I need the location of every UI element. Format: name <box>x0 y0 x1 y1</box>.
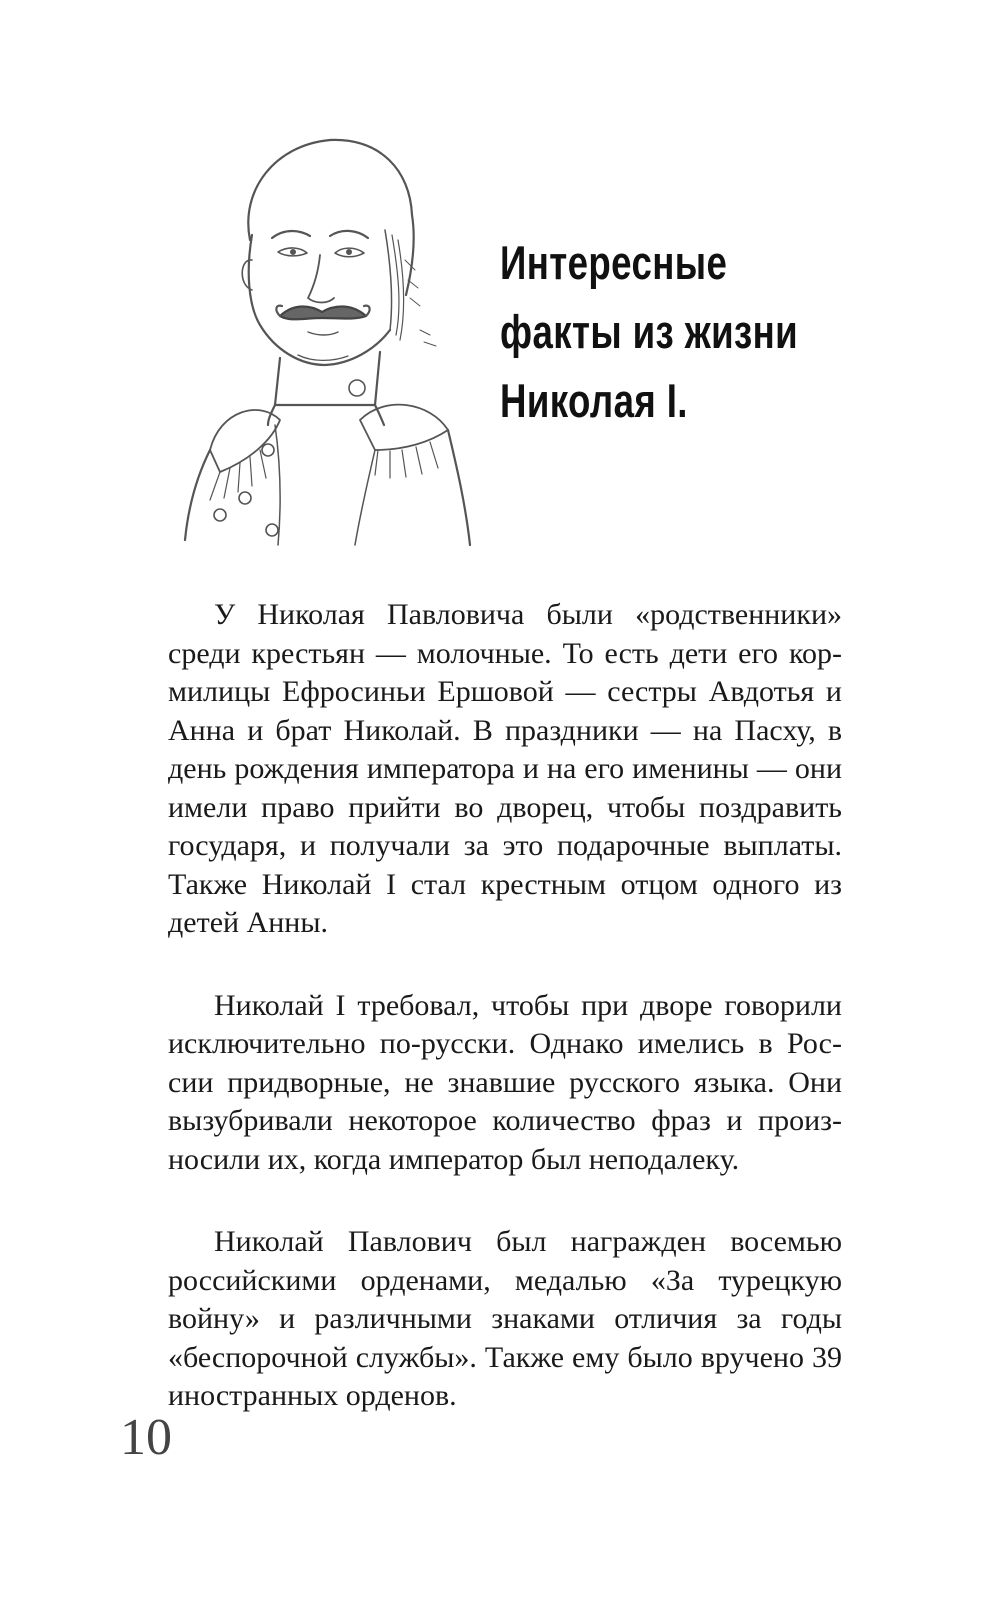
article-heading <box>500 228 843 435</box>
heading-line-3: Николая I. <box>500 374 688 427</box>
heading-line-2: факты из жизни <box>500 305 799 358</box>
paragraph-russian-language: Николай I требовал, чтобы при дворе говорили исключительно по-русски. Однако имелись в России придворные, не знавшие русского языка. Они вызубривали некоторое количество фраз и произносили их, когда император был неподалеку. <box>168 988 842 1176</box>
emperor-portrait-icon <box>180 120 480 550</box>
page-number: 10 <box>120 1409 172 1466</box>
paragraph-orders: Николай Павлович был награжден восемью российскими орденами, медалью «За турецкую войну» и различными знаками отличия за годы «беспорочной службы». Также ему было вручено 39 иностранных орденов. <box>168 1225 842 1412</box>
portrait-illustration <box>180 120 480 550</box>
body-text <box>168 596 842 1460</box>
heading-line-1: Интересные <box>500 236 728 289</box>
paragraph-relatives: У Николая Павловича были «родственники» среди крестьян — молочные. То есть дети его кормилицы Ефросиньи Ершовой — сестры Авдотья и Анна и брат Николай. В праздники — на Пасху, в день рождения императора и на его именины — они имели право прийти во дворец, чтобы поздравить государя, и получали за это подарочные выплаты. Также Николай I стал крестным отцом одного из детей Анны. <box>168 598 842 939</box>
